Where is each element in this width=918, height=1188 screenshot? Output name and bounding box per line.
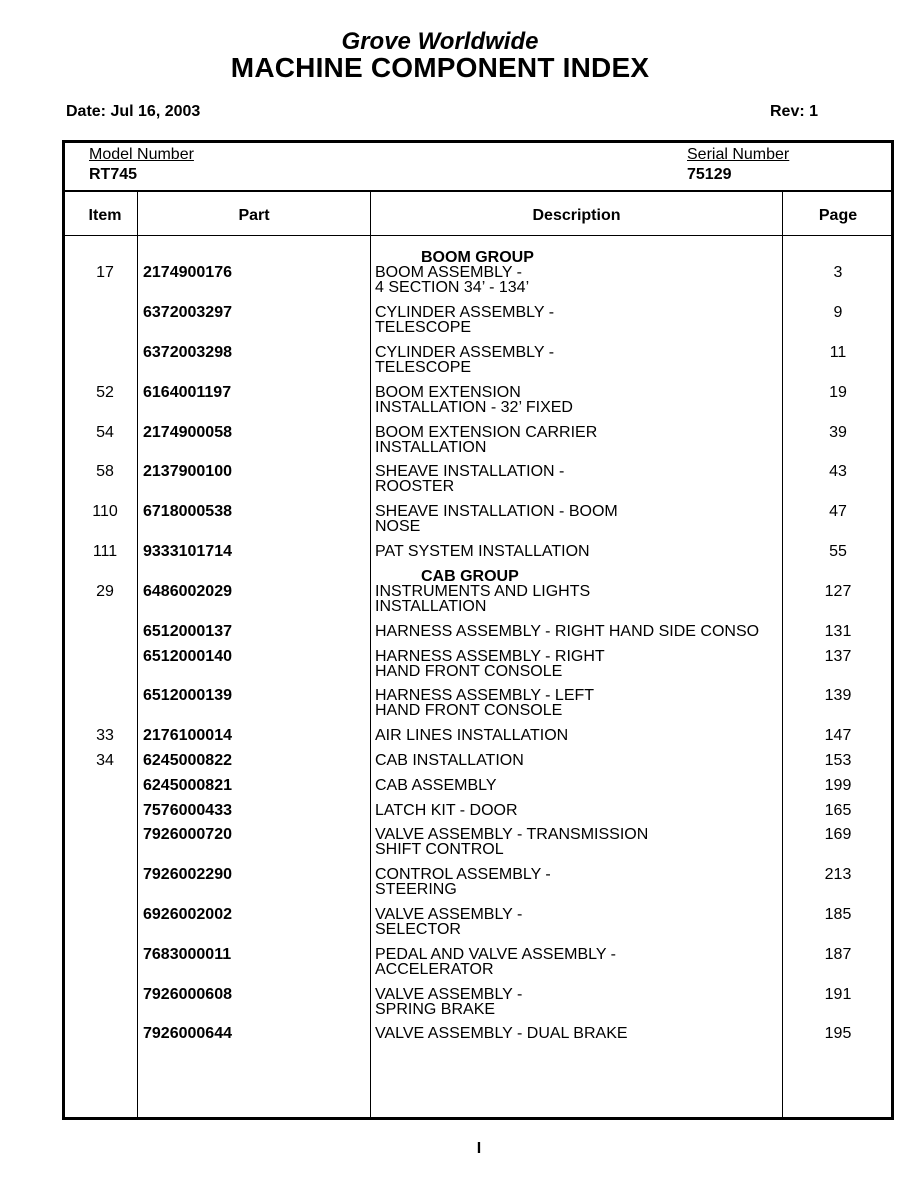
part-description: BOOM EXTENSION INSTALLATION - 32’ FIXED xyxy=(375,385,573,415)
model-number-value: RT745 xyxy=(89,166,138,183)
page-reference: 43 xyxy=(829,463,847,480)
item-number: 33 xyxy=(96,727,114,744)
part-description: SHEAVE INSTALLATION - ROOSTER xyxy=(375,464,565,494)
serial-number-value: 75129 xyxy=(687,166,732,183)
part-description: BOOM EXTENSION CARRIER INSTALLATION xyxy=(375,425,598,455)
part-number: 6372003297 xyxy=(143,304,232,321)
page-reference: 19 xyxy=(829,384,847,401)
part-description: VALVE ASSEMBLY - SELECTOR xyxy=(375,907,523,937)
item-number: 17 xyxy=(96,264,114,281)
part-number: 7926002290 xyxy=(143,866,232,883)
page-reference: 213 xyxy=(824,866,852,883)
part-description: HARNESS ASSEMBLY - RIGHT HAND FRONT CONSOLE xyxy=(375,649,605,679)
part-number: 6245000822 xyxy=(143,752,232,769)
part-number: 6512000137 xyxy=(143,623,232,640)
column-header-page: Page xyxy=(818,207,858,224)
part-number: 2174900058 xyxy=(143,424,232,441)
item-number: 58 xyxy=(96,463,114,480)
part-number: 7926000720 xyxy=(143,826,232,843)
part-description: CAB INSTALLATION xyxy=(375,753,524,768)
part-description: LATCH KIT - DOOR xyxy=(375,803,518,818)
page-reference: 165 xyxy=(824,802,852,819)
part-number: 6372003298 xyxy=(143,344,232,361)
part-description: VALVE ASSEMBLY - DUAL BRAKE xyxy=(375,1026,628,1041)
part-number: 6512000139 xyxy=(143,687,232,704)
page-reference: 153 xyxy=(824,752,852,769)
component-table xyxy=(62,140,894,1120)
part-number: 2137900100 xyxy=(143,463,232,480)
part-description: HARNESS ASSEMBLY - LEFT HAND FRONT CONSOLE xyxy=(375,688,595,718)
machine-info xyxy=(65,143,891,192)
page-reference: 9 xyxy=(833,304,843,321)
company-name: Grove Worldwide xyxy=(341,28,539,55)
part-description: HARNESS ASSEMBLY - RIGHT HAND SIDE CONSO xyxy=(375,624,760,639)
page-reference: 195 xyxy=(824,1025,852,1042)
page-reference: 137 xyxy=(824,648,852,665)
part-number: 6245000821 xyxy=(143,777,232,794)
item-number: 54 xyxy=(96,424,114,441)
part-description: PAT SYSTEM INSTALLATION xyxy=(375,544,590,559)
item-number: 52 xyxy=(96,384,114,401)
page-reference: 169 xyxy=(824,826,852,843)
part-number: 2176100014 xyxy=(143,727,232,744)
header-divider xyxy=(65,235,891,236)
page-reference: 187 xyxy=(824,946,852,963)
group-heading-boom: BOOM GROUP xyxy=(421,249,534,266)
page-reference: 139 xyxy=(824,687,852,704)
part-number: 7683000011 xyxy=(143,946,232,963)
page-reference: 199 xyxy=(824,777,852,794)
group-heading-cab: CAB GROUP xyxy=(421,568,519,585)
revision: Rev: 1 xyxy=(770,103,819,120)
part-number: 6486002029 xyxy=(143,583,232,600)
part-number: 6164001197 xyxy=(143,384,232,401)
item-number: 110 xyxy=(92,503,118,520)
part-number: 6926002002 xyxy=(143,906,232,923)
column-divider xyxy=(137,192,138,1117)
column-header-item: Item xyxy=(88,207,122,224)
column-divider xyxy=(370,192,371,1117)
part-number: 7926000644 xyxy=(143,1025,232,1042)
part-description: CYLINDER ASSEMBLY - TELESCOPE xyxy=(375,305,555,335)
document-date: Date: Jul 16, 2003 xyxy=(66,103,201,120)
page-reference: 47 xyxy=(829,503,847,520)
part-description: CONTROL ASSEMBLY - STEERING xyxy=(375,867,551,897)
part-description: SHEAVE INSTALLATION - BOOM NOSE xyxy=(375,504,618,534)
part-description: BOOM ASSEMBLY - 4 SECTION 34’ - 134’ xyxy=(375,265,530,295)
part-description: CAB ASSEMBLY xyxy=(375,778,497,793)
part-number: 6718000538 xyxy=(143,503,232,520)
part-number: 9333101714 xyxy=(143,543,232,560)
part-number: 6512000140 xyxy=(143,648,232,665)
part-number: 7576000433 xyxy=(143,802,232,819)
item-number: 34 xyxy=(96,752,114,769)
part-description: CYLINDER ASSEMBLY - TELESCOPE xyxy=(375,345,555,375)
model-number-label: Model Number xyxy=(89,146,194,163)
item-number: 111 xyxy=(92,543,118,560)
page-reference: 191 xyxy=(824,986,852,1003)
page-reference: 185 xyxy=(824,906,852,923)
part-number: 2174900176 xyxy=(143,264,232,281)
page-reference: 39 xyxy=(829,424,847,441)
page-reference: 11 xyxy=(829,344,847,361)
page-reference: 147 xyxy=(824,727,852,744)
part-description: PEDAL AND VALVE ASSEMBLY - ACCELERATOR xyxy=(375,947,616,977)
page-reference: 127 xyxy=(824,583,852,600)
part-description: VALVE ASSEMBLY - TRANSMISSION SHIFT CONTROL xyxy=(375,827,649,857)
part-description: AIR LINES INSTALLATION xyxy=(375,728,569,743)
page-title: MACHINE COMPONENT INDEX xyxy=(230,52,650,83)
part-description: VALVE ASSEMBLY - SPRING BRAKE xyxy=(375,987,523,1017)
page-reference: 3 xyxy=(833,264,843,281)
part-number: 7926000608 xyxy=(143,986,232,1003)
part-description: INSTRUMENTS AND LIGHTS INSTALLATION xyxy=(375,584,591,614)
page-number: I xyxy=(476,1140,482,1157)
item-number: 29 xyxy=(96,583,114,600)
page-reference: 55 xyxy=(829,543,847,560)
column-header-description: Description xyxy=(532,207,621,224)
page-reference: 131 xyxy=(824,623,852,640)
serial-number-label: Serial Number xyxy=(687,146,790,163)
column-header-part: Part xyxy=(238,207,270,224)
